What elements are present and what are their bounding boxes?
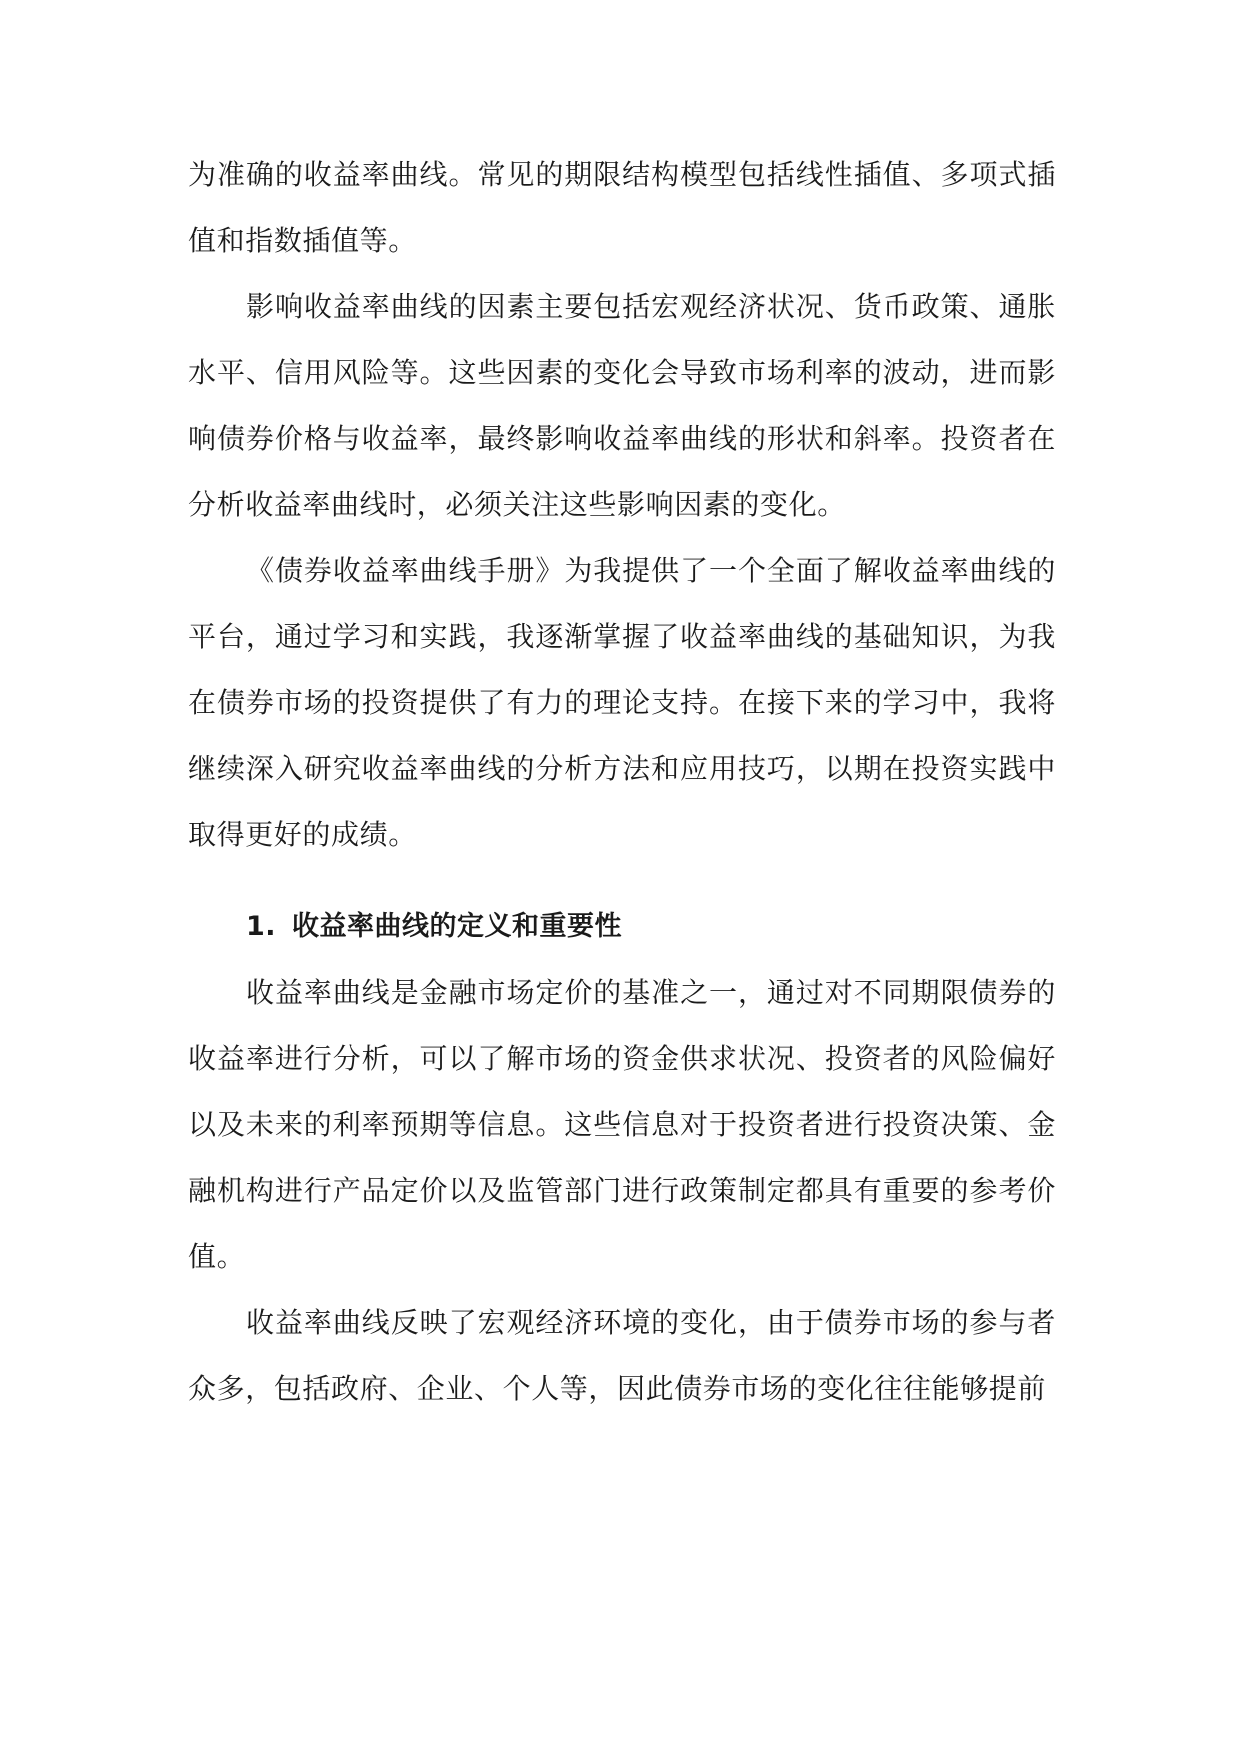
paragraph-handbook-reflection: 《债券收益率曲线手册》为我提供了一个全面了解收益率曲线的平台，通过学习和实践，我逐渐掌握了收益率曲线的基础知识，为我在债券市场的投资提供了有力的理论支持。在接下来的学习中，我将继续深入研究收益率曲线的分析方法和应用技巧，以期在投资实践中取得更好的成绩。: [188, 554, 1056, 851]
section-title: 收益率曲线的定义和重要性: [292, 911, 623, 942]
paragraph-influencing-factors: 影响收益率曲线的因素主要包括宏观经济状况、货币政策、通胀水平、信用风险等。这些因素的变化会导致市场利率的波动，进而影响债券价格与收益率，最终影响收益率曲线的形状和斜率。投资者在分析收益率曲线时，必须关注这些影响因素的变化。: [188, 290, 1056, 521]
paragraph-definition: 收益率曲线是金融市场定价的基准之一，通过对不同期限债券的收益率进行分析，可以了解市场的资金供求状况、投资者的风险偏好以及未来的利率预期等信息。这些信息对于投资者进行投资决策、金融机构进行产品定价以及监管部门进行政策制定都具有重要的参考价值。: [188, 976, 1056, 1273]
paragraph-macro-reflection: 收益率曲线反映了宏观经济环境的变化，由于债券市场的参与者众多，包括政府、企业、个人等，因此债券市场的变化往往能够提前: [188, 1306, 1056, 1405]
section-number: 1.: [246, 911, 277, 942]
section-heading: [188, 894, 1056, 960]
section-spacer: [188, 868, 1056, 894]
document-body: [188, 142, 1056, 1422]
paragraph-continuation: 为准确的收益率曲线。常见的期限结构模型包括线性插值、多项式插值和指数插值等。: [188, 158, 1056, 257]
